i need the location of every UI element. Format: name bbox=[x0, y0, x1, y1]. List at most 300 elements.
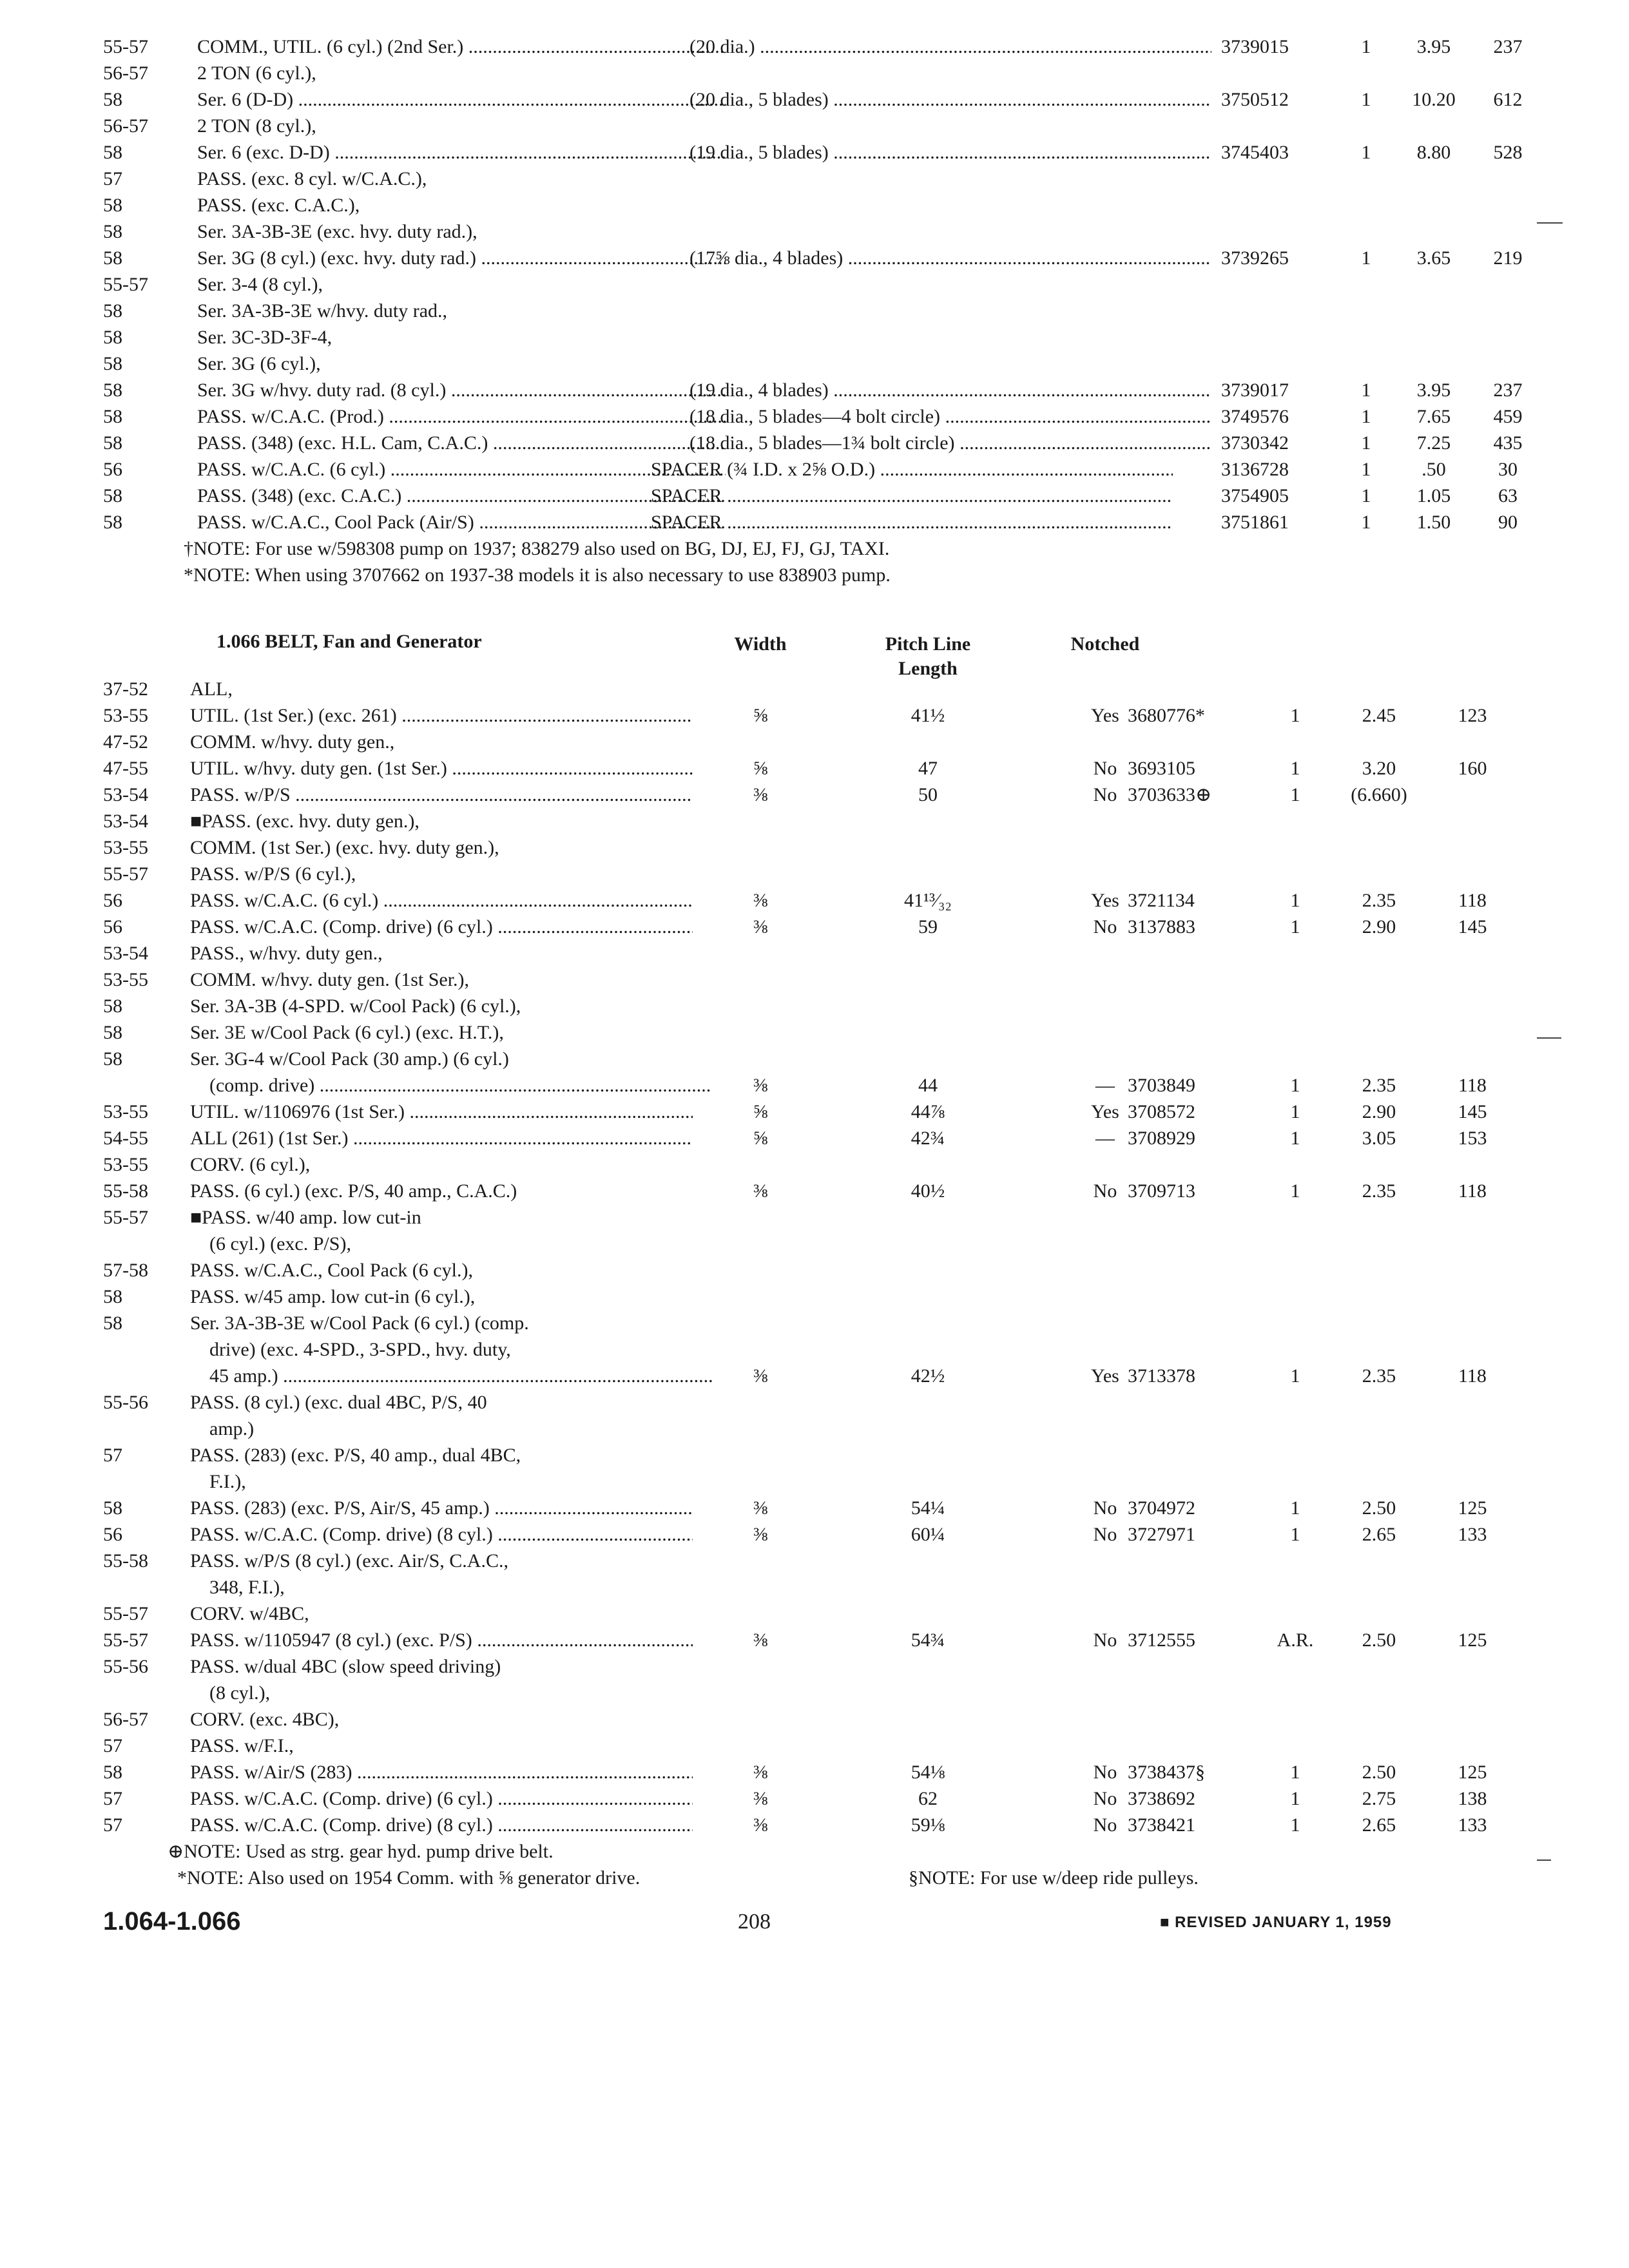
table-row bbox=[103, 218, 1476, 245]
belt-note-2: *NOTE: Also used on 1954 Comm. with ⅝ generator drive. bbox=[177, 1867, 641, 1888]
application-description: UTIL. (1st Ser.) (exc. 261) ..... bbox=[190, 705, 693, 727]
model-year: 57-58 bbox=[103, 1260, 148, 1281]
notched: Yes bbox=[1091, 705, 1119, 726]
belt-width: ⅜ bbox=[753, 1788, 768, 1809]
table-row bbox=[103, 1389, 1476, 1416]
application-description: PASS., w/hvy. duty gen., bbox=[190, 943, 383, 964]
part-number: 3703849 bbox=[1128, 1075, 1195, 1096]
model-year: 58 bbox=[103, 380, 122, 401]
table-row bbox=[103, 993, 1476, 1019]
application-description: CORV. (exc. 4BC), bbox=[190, 1709, 340, 1730]
part-number: 3680776* bbox=[1128, 705, 1205, 726]
notched: — bbox=[1095, 1128, 1115, 1149]
part-number: 3738437§ bbox=[1128, 1762, 1205, 1783]
dealer-ref: 160 bbox=[1458, 758, 1487, 779]
table-row bbox=[103, 1178, 1487, 1204]
application-description: PASS. w/C.A.C., Cool Pack (Air/S) ..... bbox=[197, 512, 726, 533]
part-number: 3739265 bbox=[1221, 247, 1289, 269]
table-row bbox=[103, 1495, 1487, 1521]
model-year: 55-56 bbox=[103, 1392, 148, 1413]
table-row bbox=[103, 1680, 1476, 1706]
dealer-ref: 459 bbox=[1493, 406, 1523, 427]
model-year: 58 bbox=[103, 221, 122, 242]
table-row bbox=[103, 1759, 1487, 1785]
table-row bbox=[103, 139, 1523, 166]
model-year: 54-55 bbox=[103, 1128, 148, 1149]
notched: No bbox=[1093, 1497, 1117, 1519]
application-description: Ser. 3G (6 cyl.), bbox=[197, 353, 321, 374]
table-row bbox=[103, 1574, 1476, 1600]
belt-width: ⅜ bbox=[753, 1365, 768, 1387]
dealer-ref: 63 bbox=[1498, 485, 1518, 506]
table-row bbox=[103, 113, 1476, 139]
model-year: 58 bbox=[103, 89, 122, 110]
application-description: (comp. drive) ..... bbox=[190, 1075, 712, 1097]
application-description: PASS. w/dual 4BC (slow speed driving) bbox=[190, 1656, 501, 1677]
table-row bbox=[103, 914, 1487, 940]
application-description: PASS. (348) (exc. C.A.C.) ..... bbox=[197, 485, 726, 507]
fan-spec: (19 dia., 5 blades) ..... bbox=[689, 142, 1211, 164]
quantity: 1 bbox=[1290, 1497, 1300, 1519]
model-year: 58 bbox=[103, 195, 122, 216]
notched: No bbox=[1093, 784, 1117, 805]
model-year: 57 bbox=[103, 1735, 122, 1756]
application-description: PASS. (exc. 8 cyl. w/C.A.C.), bbox=[197, 168, 427, 189]
belt-width: ⅜ bbox=[753, 1524, 768, 1545]
application-description: PASS. w/C.A.C. (6 cyl.) ..... bbox=[197, 459, 726, 481]
application-description: PASS. (6 cyl.) (exc. P/S, 40 amp., C.A.C.) bbox=[190, 1180, 517, 1202]
model-year: 55-57 bbox=[103, 36, 148, 57]
table-row bbox=[103, 1627, 1487, 1653]
application-description: PASS. w/C.A.C. (Comp. drive) (8 cyl.) ..... bbox=[190, 1814, 693, 1836]
list-price: 2.75 bbox=[1362, 1788, 1396, 1809]
dealer-ref: 145 bbox=[1458, 916, 1487, 937]
pitch-line-length: 54¾ bbox=[911, 1629, 945, 1651]
part-number: 3708929 bbox=[1128, 1128, 1195, 1149]
notched: Yes bbox=[1091, 1365, 1119, 1387]
table-row bbox=[103, 166, 1476, 192]
model-year: 53-54 bbox=[103, 943, 148, 964]
application-description: PASS. (exc. C.A.C.), bbox=[197, 195, 360, 216]
pitch-line-length: 54⅛ bbox=[911, 1762, 945, 1783]
model-year: 53-55 bbox=[103, 1154, 148, 1175]
page-footer bbox=[103, 1907, 1476, 1946]
pitch-line-length: 50 bbox=[918, 784, 938, 805]
dealer-ref: 138 bbox=[1458, 1788, 1487, 1809]
pitch-line-length: 41½ bbox=[911, 705, 945, 726]
model-year: 58 bbox=[103, 327, 122, 348]
list-price: 3.65 bbox=[1416, 247, 1451, 269]
model-year: 57 bbox=[103, 1814, 122, 1836]
application-description: PASS. w/45 amp. low cut-in (6 cyl.), bbox=[190, 1286, 476, 1307]
model-year: 58 bbox=[103, 1312, 122, 1334]
quantity: 1 bbox=[1290, 916, 1300, 937]
pitch-line-length: 59⅛ bbox=[911, 1814, 945, 1836]
part-number: 3693105 bbox=[1128, 758, 1195, 779]
table-row bbox=[103, 1416, 1476, 1442]
quantity: 1 bbox=[1361, 36, 1371, 57]
table-row bbox=[103, 1125, 1487, 1151]
fan-spec: (20 dia., 5 blades) ..... bbox=[689, 89, 1211, 111]
application-description: PASS. (8 cyl.) (exc. dual 4BC, P/S, 40 bbox=[190, 1392, 487, 1413]
model-year: 58 bbox=[103, 995, 122, 1017]
application-description: Ser. 3A-3B-3E w/hvy. duty rad., bbox=[197, 300, 448, 322]
part-number: 3738692 bbox=[1128, 1788, 1195, 1809]
dealer-ref: 145 bbox=[1458, 1101, 1487, 1122]
table-row bbox=[103, 1019, 1476, 1046]
quantity: 1 bbox=[1290, 1814, 1300, 1836]
application-description: PASS. w/C.A.C. (Comp. drive) (6 cyl.) ..... bbox=[190, 916, 693, 938]
model-year: 56-57 bbox=[103, 1709, 148, 1730]
model-year: 58 bbox=[103, 142, 122, 163]
column-header-pitch-line-length: Pitch Line Length bbox=[885, 633, 971, 679]
notched: Yes bbox=[1091, 1101, 1119, 1122]
notched: No bbox=[1093, 1180, 1117, 1202]
belt-width: ⅜ bbox=[753, 1762, 768, 1783]
application-description: Ser. 3E w/Cool Pack (6 cyl.) (exc. H.T.), bbox=[190, 1022, 504, 1043]
pitch-line-length: 44⅞ bbox=[911, 1101, 945, 1122]
quantity: 1 bbox=[1290, 1180, 1300, 1202]
application-description: PASS. w/C.A.C. (Prod.) ..... bbox=[197, 406, 726, 428]
quantity: 1 bbox=[1290, 758, 1300, 779]
application-description: UTIL. w/hvy. duty gen. (1st Ser.) ..... bbox=[190, 758, 693, 780]
table-row bbox=[103, 1785, 1487, 1812]
list-price: 2.50 bbox=[1362, 1497, 1396, 1519]
application-description: PASS. w/1105947 (8 cyl.) (exc. P/S) ..... bbox=[190, 1629, 693, 1651]
model-year: 55-57 bbox=[103, 1603, 148, 1624]
list-price: 3.05 bbox=[1362, 1128, 1396, 1149]
list-price: 7.25 bbox=[1416, 432, 1451, 454]
quantity: 1 bbox=[1361, 380, 1371, 401]
table-row bbox=[103, 298, 1476, 324]
dealer-ref: 30 bbox=[1498, 459, 1518, 480]
belt-width: ⅝ bbox=[753, 1128, 768, 1149]
note-row bbox=[103, 535, 1476, 562]
list-price: 2.35 bbox=[1362, 890, 1396, 911]
dealer-ref: 118 bbox=[1458, 1365, 1487, 1387]
application-description: amp.) bbox=[209, 1418, 255, 1439]
belt-table bbox=[103, 676, 1487, 1838]
belt-note-3: §NOTE: For use w/deep ride pulleys. bbox=[909, 1867, 1199, 1888]
application-description: Ser. 3A-3B (4-SPD. w/Cool Pack) (6 cyl.), bbox=[190, 995, 521, 1017]
pitch-line-length: 44 bbox=[918, 1075, 938, 1096]
application-description: PASS. (283) (exc. P/S, 40 amp., dual 4BC, bbox=[190, 1445, 521, 1466]
model-year: 53-55 bbox=[103, 1101, 148, 1122]
belt-width: ⅜ bbox=[753, 1180, 768, 1202]
footer-section-range: 1.064-1.066 bbox=[103, 1907, 241, 1936]
list-price: 3.95 bbox=[1416, 36, 1451, 57]
model-year: 58 bbox=[103, 485, 122, 506]
dealer-ref: 153 bbox=[1458, 1128, 1487, 1149]
part-number: 3754905 bbox=[1221, 485, 1289, 506]
table-row bbox=[103, 60, 1476, 86]
column-header-width: Width bbox=[734, 633, 787, 655]
notched: No bbox=[1093, 1814, 1117, 1836]
pitch-line-length: 54¼ bbox=[911, 1497, 945, 1519]
list-price: 3.95 bbox=[1416, 380, 1451, 401]
table-row bbox=[103, 1442, 1476, 1468]
belt-width: ⅜ bbox=[753, 890, 768, 911]
part-number: 3709713 bbox=[1128, 1180, 1195, 1202]
table-row bbox=[103, 1521, 1487, 1548]
dealer-ref: 118 bbox=[1458, 890, 1487, 911]
notched: No bbox=[1093, 1629, 1117, 1651]
model-year: 58 bbox=[103, 406, 122, 427]
table-row bbox=[103, 324, 1476, 351]
application-description: Ser. 6 (exc. D-D) ..... bbox=[197, 142, 726, 164]
list-price: .50 bbox=[1422, 459, 1446, 480]
part-number: 3136728 bbox=[1221, 459, 1289, 480]
dealer-ref: 125 bbox=[1458, 1497, 1487, 1519]
model-year: 53-54 bbox=[103, 811, 148, 832]
table-row bbox=[103, 755, 1487, 782]
application-description: ALL (261) (1st Ser.) ..... bbox=[190, 1128, 693, 1149]
fan-blade-table bbox=[103, 34, 1523, 535]
part-number: 3750512 bbox=[1221, 89, 1289, 110]
model-year: 53-55 bbox=[103, 705, 148, 726]
quantity: 1 bbox=[1361, 406, 1371, 427]
belt-width: ⅜ bbox=[753, 1497, 768, 1519]
table-row bbox=[103, 34, 1523, 60]
table-row bbox=[103, 861, 1476, 887]
table-row bbox=[103, 86, 1523, 113]
margin-tick bbox=[1537, 222, 1563, 224]
model-year: 58 bbox=[103, 432, 122, 454]
application-description: (6 cyl.) (exc. P/S), bbox=[209, 1233, 351, 1254]
table-row bbox=[103, 509, 1518, 535]
notched: — bbox=[1095, 1075, 1115, 1096]
dealer-ref: 118 bbox=[1458, 1180, 1487, 1202]
table-row bbox=[103, 245, 1523, 271]
model-year: 56-57 bbox=[103, 115, 148, 137]
table-row bbox=[103, 1231, 1476, 1257]
table-row bbox=[103, 782, 1476, 808]
list-price: 2.50 bbox=[1362, 1629, 1396, 1651]
dealer-ref: 612 bbox=[1493, 89, 1523, 110]
model-year: 56 bbox=[103, 916, 122, 937]
quantity: 1 bbox=[1290, 1762, 1300, 1783]
part-number: 3713378 bbox=[1128, 1365, 1195, 1387]
model-year: 58 bbox=[103, 512, 122, 533]
table-row bbox=[103, 1653, 1476, 1680]
application-description: PASS. w/C.A.C. (Comp. drive) (8 cyl.) ..... bbox=[190, 1524, 693, 1546]
application-description: Ser. 3G-4 w/Cool Pack (30 amp.) (6 cyl.) bbox=[190, 1048, 509, 1070]
list-price: 1.05 bbox=[1416, 485, 1451, 506]
table-row bbox=[103, 1812, 1487, 1838]
list-price: 2.90 bbox=[1362, 1101, 1396, 1122]
part-number: 3708572 bbox=[1128, 1101, 1195, 1122]
table-row bbox=[103, 1151, 1476, 1178]
part-number: 3751861 bbox=[1221, 512, 1289, 533]
model-year: 57 bbox=[103, 168, 122, 189]
table-row bbox=[103, 1099, 1487, 1125]
quantity: 1 bbox=[1290, 890, 1300, 911]
quantity: 1 bbox=[1361, 432, 1371, 454]
parts-sheet bbox=[103, 34, 1523, 1891]
belt-note-1: ⊕NOTE: Used as strg. gear hyd. pump drive belt. bbox=[168, 1841, 554, 1862]
table-row bbox=[103, 940, 1476, 966]
table-row bbox=[103, 834, 1476, 861]
quantity: 1 bbox=[1361, 459, 1371, 480]
belt-width: ⅝ bbox=[753, 758, 768, 779]
model-year: 55-58 bbox=[103, 1550, 148, 1571]
table-row bbox=[103, 1283, 1476, 1310]
list-price: 3.20 bbox=[1362, 758, 1396, 779]
fan-blade-notes bbox=[103, 535, 1476, 588]
model-year: 53-55 bbox=[103, 969, 148, 990]
notched: No bbox=[1093, 916, 1117, 937]
application-description: PASS. (283) (exc. P/S, Air/S, 45 amp.) ..... bbox=[190, 1497, 693, 1519]
dealer-ref: 125 bbox=[1458, 1629, 1487, 1651]
notched: No bbox=[1093, 1762, 1117, 1783]
table-row bbox=[103, 377, 1523, 403]
part-number: 3704972 bbox=[1128, 1497, 1195, 1519]
table-row bbox=[103, 1706, 1476, 1733]
model-year: 53-54 bbox=[103, 784, 148, 805]
footer-revised-date: ■ REVISED JANUARY 1, 1959 bbox=[1160, 1914, 1392, 1931]
application-description: UTIL. w/1106976 (1st Ser.) ..... bbox=[190, 1101, 693, 1123]
belt-width: ⅜ bbox=[753, 784, 768, 805]
model-year: 56 bbox=[103, 890, 122, 911]
notched: No bbox=[1093, 758, 1117, 779]
table-row bbox=[103, 403, 1523, 430]
part-number: 3703633⊕ bbox=[1128, 784, 1212, 805]
application-description: Ser. 3A-3B-3E (exc. hvy. duty rad.), bbox=[197, 221, 477, 242]
application-description: Ser. 3-4 (8 cyl.), bbox=[197, 274, 323, 295]
model-year: 58 bbox=[103, 353, 122, 374]
application-description: COMM. (1st Ser.) (exc. hvy. duty gen.), bbox=[190, 837, 499, 858]
dealer-ref: 133 bbox=[1458, 1814, 1487, 1836]
quantity: 1 bbox=[1361, 485, 1371, 506]
part-number: 3730342 bbox=[1221, 432, 1289, 454]
table-row bbox=[103, 1046, 1476, 1072]
model-year: 47-52 bbox=[103, 731, 148, 753]
footnote: *NOTE: When using 3707662 on 1937-38 models it is also necessary to use 838903 pump. bbox=[184, 564, 891, 586]
table-row bbox=[103, 192, 1476, 218]
dealer-ref: 435 bbox=[1493, 432, 1523, 454]
list-price: 1.50 bbox=[1416, 512, 1451, 533]
quantity: 1 bbox=[1290, 1524, 1300, 1545]
notched: Yes bbox=[1091, 890, 1119, 911]
table-row bbox=[103, 808, 1476, 834]
quantity: 1 bbox=[1290, 1788, 1300, 1809]
application-description: 2 TON (6 cyl.), bbox=[197, 62, 316, 84]
pitch-line-length: 40½ bbox=[911, 1180, 945, 1202]
application-description: COMM. w/hvy. duty gen. (1st Ser.), bbox=[190, 969, 470, 990]
application-description: COMM. w/hvy. duty gen., bbox=[190, 731, 395, 753]
belt-width: ⅝ bbox=[753, 1101, 768, 1122]
part-number: 3749576 bbox=[1221, 406, 1289, 427]
footnote: †NOTE: For use w/598308 pump on 1937; 838279 also used on BG, DJ, EJ, FJ, GJ, TAXI. bbox=[184, 538, 890, 559]
model-year: 55-57 bbox=[103, 1207, 148, 1228]
part-number: 3137883 bbox=[1128, 916, 1195, 937]
application-description: PASS. w/C.A.C. (6 cyl.) ..... bbox=[190, 890, 693, 912]
list-price: 7.65 bbox=[1416, 406, 1451, 427]
quantity: 1 bbox=[1361, 142, 1371, 163]
quantity: 1 bbox=[1290, 705, 1300, 726]
dealer-ref: 237 bbox=[1493, 380, 1523, 401]
belt-width: ⅜ bbox=[753, 1075, 768, 1096]
dealer-ref: 118 bbox=[1458, 1075, 1487, 1096]
dealer-ref: 237 bbox=[1493, 36, 1523, 57]
dealer-ref: 133 bbox=[1458, 1524, 1487, 1545]
part-number: 3712555 bbox=[1128, 1629, 1195, 1651]
application-description: PASS. w/C.A.C. (Comp. drive) (6 cyl.) ..... bbox=[190, 1788, 693, 1810]
quantity: 1 bbox=[1290, 1101, 1300, 1122]
application-description: Ser. 3G w/hvy. duty rad. (8 cyl.) ..... bbox=[197, 380, 726, 401]
application-description: ■PASS. w/40 amp. low cut-in bbox=[190, 1207, 421, 1228]
quantity: 1 bbox=[1290, 1365, 1300, 1387]
application-description: PASS. w/F.I., bbox=[190, 1735, 294, 1756]
list-price: 10.20 bbox=[1412, 89, 1456, 110]
quantity: A.R. bbox=[1277, 1629, 1314, 1651]
list-price: 2.50 bbox=[1362, 1762, 1396, 1783]
application-description: 2 TON (8 cyl.), bbox=[197, 115, 316, 137]
part-number: 3721134 bbox=[1128, 890, 1195, 911]
application-description: 348, F.I.), bbox=[209, 1577, 285, 1598]
notched: No bbox=[1093, 1524, 1117, 1545]
model-year: 57 bbox=[103, 1445, 122, 1466]
section-title: 1.066 BELT, Fan and Generator bbox=[217, 631, 482, 652]
dealer-ref: 90 bbox=[1498, 512, 1518, 533]
application-description: COMM., UTIL. (6 cyl.) (2nd Ser.) ..... bbox=[197, 36, 726, 58]
fan-spec: SPACER ..... bbox=[651, 512, 1173, 533]
model-year: 37-52 bbox=[103, 678, 148, 700]
model-year: 55-57 bbox=[103, 274, 148, 295]
model-year: 55-57 bbox=[103, 1629, 148, 1651]
note-row bbox=[103, 562, 1476, 588]
part-number: 3745403 bbox=[1221, 142, 1289, 163]
application-description: CORV. w/4BC, bbox=[190, 1603, 309, 1624]
margin-tick bbox=[1537, 1037, 1561, 1039]
notched: No bbox=[1093, 1788, 1117, 1809]
application-description: Ser. 3C-3D-3F-4, bbox=[197, 327, 333, 348]
quantity: 1 bbox=[1290, 1075, 1300, 1096]
model-year: 55-58 bbox=[103, 1180, 148, 1202]
list-price: 2.45 bbox=[1362, 705, 1396, 726]
model-year: 58 bbox=[103, 300, 122, 322]
dealer-ref: 219 bbox=[1493, 247, 1523, 269]
pitch-line-length: 60¼ bbox=[911, 1524, 945, 1545]
list-price: 2.65 bbox=[1362, 1814, 1396, 1836]
list-price: 2.65 bbox=[1362, 1524, 1396, 1545]
table-row bbox=[103, 430, 1523, 456]
margin-tick bbox=[1537, 1860, 1551, 1861]
quantity: 1 bbox=[1290, 784, 1300, 805]
application-description: PASS. w/P/S (6 cyl.), bbox=[190, 863, 356, 885]
table-row bbox=[103, 1363, 1487, 1389]
fan-spec: SPACER ..... bbox=[651, 485, 1173, 507]
fan-spec: SPACER (¾ I.D. x 2⅝ O.D.) ..... bbox=[651, 459, 1173, 481]
list-price: 2.35 bbox=[1362, 1075, 1396, 1096]
table-row bbox=[103, 966, 1476, 993]
application-description: 45 amp.) ..... bbox=[190, 1365, 712, 1387]
model-year: 55-56 bbox=[103, 1656, 148, 1677]
table-row bbox=[103, 351, 1476, 377]
belt-width: ⅜ bbox=[753, 1814, 768, 1836]
table-row bbox=[103, 1336, 1476, 1363]
quantity: 1 bbox=[1290, 1128, 1300, 1149]
table-row bbox=[103, 1257, 1476, 1283]
table-row bbox=[103, 1072, 1487, 1099]
application-description: PASS. w/P/S (8 cyl.) (exc. Air/S, C.A.C., bbox=[190, 1550, 508, 1571]
part-number: 3738421 bbox=[1128, 1814, 1195, 1836]
model-year: 58 bbox=[103, 247, 122, 269]
application-description: ALL, bbox=[190, 678, 233, 700]
application-description: CORV. (6 cyl.), bbox=[190, 1154, 311, 1175]
belt-width: ⅜ bbox=[753, 916, 768, 937]
list-price: 2.35 bbox=[1362, 1365, 1396, 1387]
